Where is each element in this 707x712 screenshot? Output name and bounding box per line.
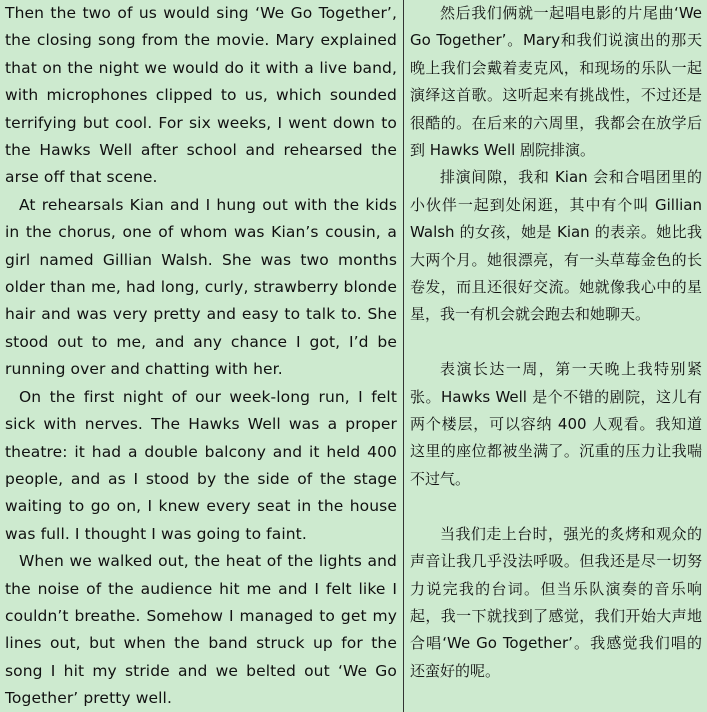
english-paragraph-3: On the first night of our week-long run, I felt sick with nerves. The Hawks Well was a proper theatre: it had a double balcony and it held 400 people, and as I stood by the side of the stage waiting to go on, I knew every seat in the house was full. I thought I was going to faint. bbox=[5, 387, 397, 543]
chinese-paragraph-1: 然后我们俩就一起唱电影的片尾曲‘We Go Together’。Mary和我们说演出的那天晚上我们会戴着麦克风，和现场的乐队一起演绎这首歌。这听起来有挑战性，不过还是很酷的。在后来的六周里，我都会在放学后到 Hawks Well 剧院排演。 bbox=[410, 4, 702, 160]
paragraph-gap bbox=[410, 493, 702, 520]
chinese-paragraph-3: 表演长达一周，第一天晚上我特别紧张。Hawks Well 是个不错的剧院，这儿有两个楼层，可以容纳 400 人观看。我知道这里的座位都被坐满了。沉重的压力让我喘不过气。 bbox=[410, 360, 702, 488]
english-paragraph-1: Then the two of us would sing ‘We Go Together’, the closing song from the movie. Mary explained that on the night we would do it with a live band, with microphones clipped to us, which sounded terrifying but cool. For six weeks, I went down to the Hawks Well after school and rehearsed the arse off that scene. bbox=[5, 4, 397, 187]
column-divider bbox=[403, 0, 404, 712]
chinese-paragraph-2: 排演间隙，我和 Kian 会和合唱团里的小伙伴一起到处闲逛，其中有个叫 Gillian Walsh 的女孩，她是 Kian 的表亲。她比我大两个月。她很漂亮，有一头草莓金色的长卷发，而且还很好交流。她就像我心中的星星，我一有机会就会跑去和她聊天。 bbox=[410, 168, 702, 324]
paragraph-gap bbox=[410, 329, 702, 356]
chinese-paragraph-4: 当我们走上台时，强光的炙烤和观众的声音让我几乎没法呼吸。但我还是尽一切努力说完我的台词。但当乐队演奏的音乐响起，我一下就找到了感觉，我们开始大声地合唱‘We Go Together’。我感觉我们唱的还蛮好的呢。 bbox=[410, 524, 702, 680]
english-paragraph-2: At rehearsals Kian and I hung out with the kids in the chorus, one of whom was Kian’s cousin, a girl named Gillian Walsh. She was two months older than me, had long, curly, strawberry blonde hair and was very pretty and easy to talk to. She stood out to me, and any chance I got, I’d be running over and chatting with her. bbox=[5, 195, 397, 379]
english-paragraph-4: When we walked out, the heat of the lights and the noise of the audience hit me and I felt like I couldn’t breathe. Somehow I managed to get my lines out, but when the band struck up for the song I hit my stride and we belted out ‘We Go Together’ pretty well. bbox=[5, 552, 397, 708]
chinese-column bbox=[405, 0, 707, 712]
